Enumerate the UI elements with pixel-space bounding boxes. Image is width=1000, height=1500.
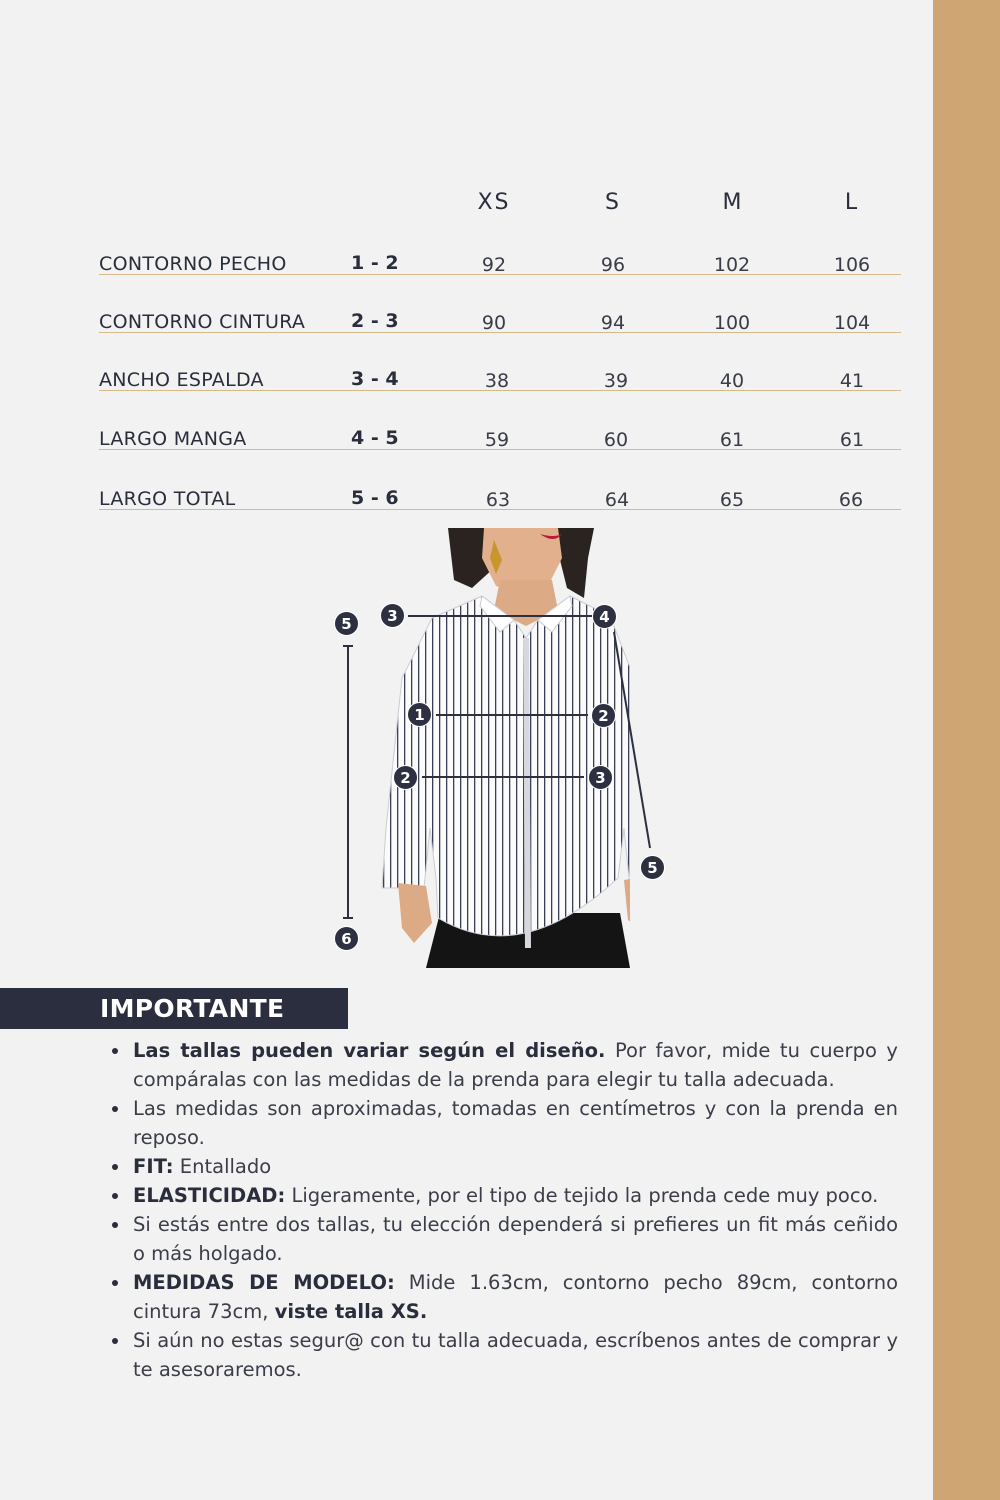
measure-range: 4 - 5 — [351, 427, 399, 449]
value-m: 65 — [719, 489, 745, 511]
measure-label: CONTORNO CINTURA — [99, 311, 306, 333]
note-text: Ligeramente, por el tipo de tejido la prenda cede muy poco. — [285, 1184, 879, 1207]
list-item — [133, 1094, 898, 1152]
value-xs: 38 — [484, 370, 510, 392]
size-header-m: M — [722, 190, 744, 215]
measure-label: ANCHO ESPALDA — [99, 369, 264, 391]
marker-5-length-top: 5 — [334, 611, 359, 636]
value-xs: 63 — [485, 489, 511, 511]
value-s: 96 — [600, 254, 626, 276]
note-bold: Las tallas pueden variar según el diseño. — [133, 1039, 606, 1062]
note-text: Entallado — [173, 1155, 272, 1178]
list-item — [133, 1181, 898, 1210]
size-header-s: S — [605, 190, 621, 215]
size-header-l: L — [844, 190, 860, 215]
size-header-xs: XS — [477, 190, 511, 215]
table-row — [99, 479, 901, 510]
table-row — [99, 419, 901, 450]
value-m: 40 — [719, 370, 745, 392]
value-xs: 90 — [481, 312, 507, 334]
measurement-guide-lines — [330, 528, 670, 968]
marker-4-shoulder-right: 4 — [592, 604, 617, 629]
value-l: 41 — [839, 370, 865, 392]
marker-3-waist-right: 3 — [588, 765, 613, 790]
measure-range: 5 - 6 — [351, 487, 399, 509]
value-l: 61 — [839, 429, 865, 451]
marker-2-waist-left: 2 — [393, 765, 418, 790]
value-l: 106 — [833, 254, 871, 276]
measure-range: 2 - 3 — [351, 310, 399, 332]
list-item — [133, 1152, 898, 1181]
shirt-measurement-figure — [330, 528, 670, 968]
important-banner — [0, 988, 348, 1029]
list-item — [133, 1210, 898, 1268]
note-text: Si aún no estas segur@ con tu talla adecuada, escríbenos antes de comprar y te asesoraremos. — [133, 1329, 898, 1381]
measure-label: LARGO MANGA — [99, 428, 247, 450]
marker-3-shoulder-left: 3 — [380, 603, 405, 628]
value-m: 102 — [713, 254, 751, 276]
table-row — [99, 360, 901, 391]
note-bold-end: viste talla XS. — [274, 1300, 428, 1323]
value-xs: 92 — [481, 254, 507, 276]
important-title: IMPORTANTE — [100, 994, 285, 1023]
list-item — [133, 1036, 898, 1094]
value-s: 64 — [604, 489, 630, 511]
note-text: Por favor, mide tu cuerpo y compáralas con las medidas de la prenda para elegir tu talla adecuada. — [133, 1039, 898, 1091]
measure-label: LARGO TOTAL — [99, 488, 236, 510]
table-row — [99, 244, 901, 275]
note-bold: MEDIDAS DE MODELO: — [133, 1271, 395, 1294]
value-xs: 59 — [484, 429, 510, 451]
side-accent-bar — [933, 0, 1000, 1500]
marker-2-chest-right: 2 — [591, 703, 616, 728]
measure-range: 3 - 4 — [351, 368, 399, 390]
measure-label: CONTORNO PECHO — [99, 253, 287, 275]
note-bold: ELASTICIDAD: — [133, 1184, 286, 1207]
value-l: 66 — [838, 489, 864, 511]
value-s: 94 — [600, 312, 626, 334]
note-text: Mide 1.63cm, contorno pecho 89cm, contorno cintura 73cm, — [133, 1271, 899, 1323]
value-l: 104 — [833, 312, 871, 334]
value-s: 39 — [603, 370, 629, 392]
note-text: Las medidas son aproximadas, tomadas en centímetros y con la prenda en reposo. — [133, 1097, 898, 1149]
marker-6-length-bottom: 6 — [334, 926, 359, 951]
note-text: Si estás entre dos tallas, tu elección dependerá si prefieres un fit más ceñido o más holgado. — [133, 1213, 898, 1265]
marker-1-chest-left: 1 — [407, 702, 432, 727]
marker-5-sleeve-end: 5 — [640, 855, 665, 880]
important-notes-list — [133, 1036, 898, 1384]
value-s: 60 — [603, 429, 629, 451]
value-m: 100 — [713, 312, 751, 334]
value-m: 61 — [719, 429, 745, 451]
list-item — [133, 1326, 898, 1384]
list-item — [133, 1268, 898, 1326]
measure-range: 1 - 2 — [351, 252, 399, 274]
note-bold: FIT: — [133, 1155, 174, 1178]
table-row — [99, 302, 901, 333]
